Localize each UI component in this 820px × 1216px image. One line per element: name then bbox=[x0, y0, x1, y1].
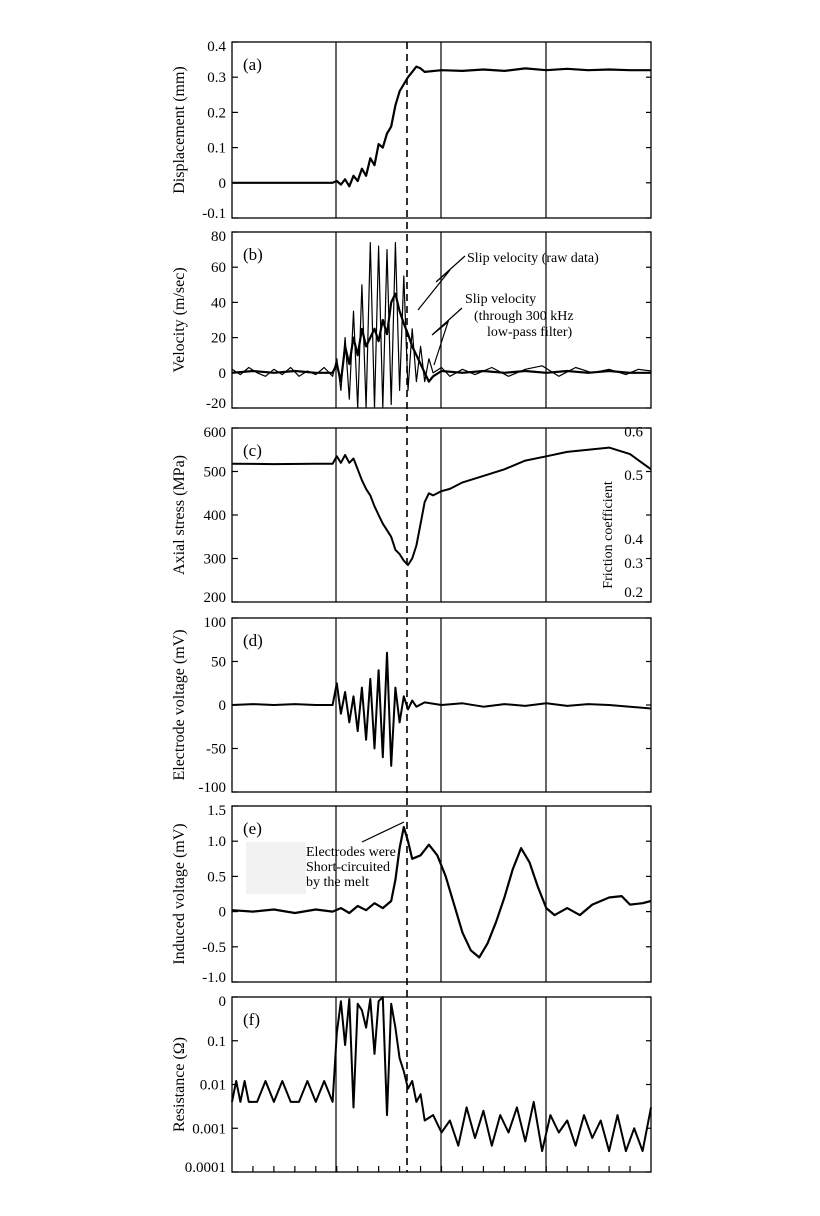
y-tick-label: 100 bbox=[203, 615, 226, 631]
y-axis-label: Velocity (m/sec) bbox=[171, 267, 188, 373]
y-tick-label: 0.3 bbox=[207, 70, 226, 87]
y2-tick-label: 0.3 bbox=[624, 555, 643, 572]
y-tick-label: -20 bbox=[206, 396, 226, 412]
y-tick-label: 500 bbox=[203, 464, 226, 481]
y-tick-label: -50 bbox=[206, 741, 226, 758]
annotation-short-circuit-label: Electrodes were bbox=[306, 845, 396, 860]
panel-label: (e) bbox=[243, 819, 262, 838]
y-tick-label: -100 bbox=[198, 780, 226, 796]
y-tick-label: -0.5 bbox=[202, 939, 226, 956]
annotation-short-circuit-label: Short-circuited bbox=[306, 860, 390, 875]
y-tick-label: 0.4 bbox=[207, 39, 226, 55]
y-tick-label: 0 bbox=[218, 698, 226, 714]
y-tick-label: 400 bbox=[203, 508, 226, 524]
y-tick-label: 80 bbox=[211, 229, 226, 245]
annotation-backdrop bbox=[246, 842, 306, 894]
y-tick-label: 200 bbox=[203, 590, 226, 606]
annotation-filtered-label: (through 300 kHz bbox=[474, 309, 574, 324]
panel-label: (d) bbox=[243, 631, 263, 650]
y-tick-label: -0.1 bbox=[202, 206, 226, 222]
y-tick-label: 50 bbox=[211, 654, 226, 671]
y-tick-label: -1.0 bbox=[202, 970, 226, 986]
annotation-filtered-label: Slip velocity bbox=[465, 292, 537, 307]
annotation-short-circuit-label: by the melt bbox=[306, 875, 369, 890]
y-axis-label: Axial stress (MPa) bbox=[171, 455, 188, 575]
y-tick-label: 0.01 bbox=[199, 1077, 226, 1094]
y-tick-label: 0.1 bbox=[207, 140, 226, 157]
y-tick-label: 0.1 bbox=[207, 1033, 226, 1050]
y-tick-label: 40 bbox=[211, 295, 226, 312]
panel-label: (b) bbox=[243, 245, 263, 264]
panel-label: (c) bbox=[243, 441, 262, 460]
y2-tick-label: 0.6 bbox=[624, 424, 643, 441]
y-axis-label: Electrode voltage (mV) bbox=[171, 629, 188, 781]
panel-label: (f) bbox=[243, 1010, 260, 1029]
y-tick-label: 0.2 bbox=[207, 105, 226, 122]
y-tick-label: 0 bbox=[218, 994, 226, 1010]
y-tick-label: 60 bbox=[211, 260, 226, 277]
panel-label: (a) bbox=[243, 55, 262, 74]
y-axis-label: Resistance (Ω) bbox=[171, 1037, 188, 1132]
y2-tick-label: 0.2 bbox=[624, 584, 643, 601]
y-tick-label: 0.0001 bbox=[184, 1160, 226, 1176]
y2-axis-label: Friction coefficient bbox=[601, 481, 616, 589]
y-tick-label: 300 bbox=[203, 551, 226, 568]
annotation-filtered-label: low-pass filter) bbox=[487, 325, 573, 340]
y-tick-label: 1.5 bbox=[207, 803, 226, 819]
y-tick-label: 0 bbox=[218, 365, 226, 382]
y-tick-label: 1.0 bbox=[207, 834, 226, 851]
y2-tick-label: 0.5 bbox=[624, 467, 643, 484]
y-axis-label: Induced voltage (mV) bbox=[171, 823, 188, 965]
y2-tick-label: 0.4 bbox=[624, 531, 643, 548]
annotation-raw-label: Slip velocity (raw data) bbox=[467, 251, 599, 266]
y-tick-label: 0 bbox=[218, 175, 226, 192]
y-tick-label: 0.5 bbox=[207, 869, 226, 886]
y-tick-label: 20 bbox=[211, 330, 226, 347]
y-tick-label: 600 bbox=[203, 425, 226, 441]
y-tick-label: 0 bbox=[218, 904, 226, 921]
y-axis-label: Displacement (mm) bbox=[171, 66, 188, 194]
y-tick-label: 0.001 bbox=[192, 1121, 226, 1138]
